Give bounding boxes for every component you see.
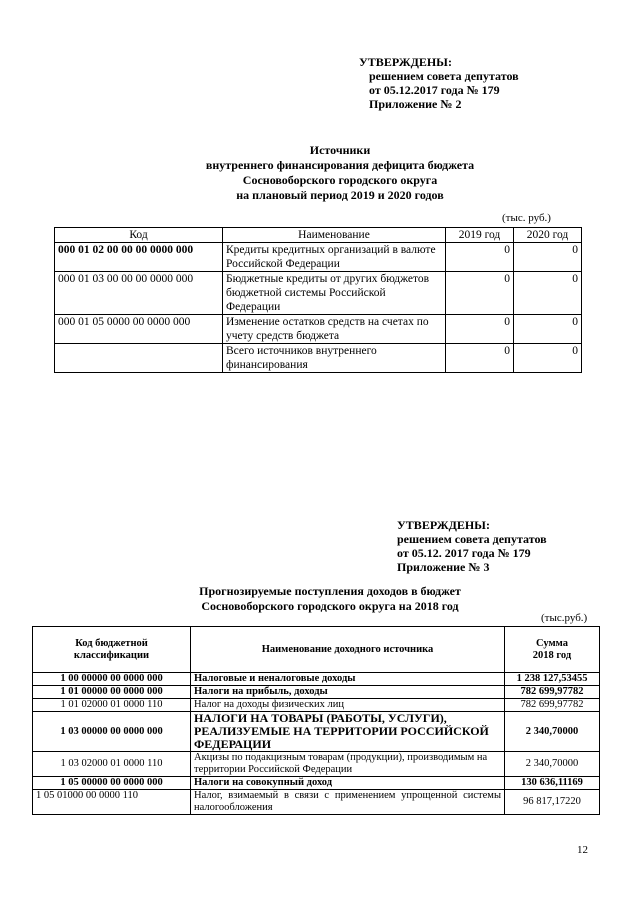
cell-code: 1 01 02000 01 0000 110	[33, 699, 191, 712]
approval-line: решением совета депутатов	[397, 532, 547, 546]
cell-name: Изменение остатков средств на счетах по учету средств бюджета	[223, 315, 446, 344]
cell-name: Кредиты кредитных организаций в валюте Российской Федерации	[223, 243, 446, 272]
cell-sum: 2 340,70000	[505, 752, 600, 777]
table-row-total	[55, 344, 582, 373]
table-row	[55, 243, 582, 272]
header-line: Код бюджетной	[75, 637, 148, 649]
table-row	[33, 699, 600, 712]
financing-sources-table	[54, 227, 582, 373]
table-row	[33, 712, 600, 752]
cell-code: 1 01 00000 00 0000 000	[33, 686, 191, 699]
cell-code: 000 01 03 00 00 00 0000 000	[55, 272, 223, 315]
cell-2019: 0	[446, 272, 514, 315]
unit-label: (тыс. руб.)	[502, 212, 551, 224]
cell-name: Всего источников внутреннего финансирования	[223, 344, 446, 373]
cell-name: Налог, взимаемый в связи с применением упрощенной системы налогообложения	[191, 790, 505, 815]
approval-line: решением совета депутатов	[369, 69, 519, 83]
approval-block-appendix-3	[397, 518, 547, 574]
cell-code: 1 03 02000 01 0000 110	[33, 752, 191, 777]
cell-2020: 0	[514, 272, 582, 315]
column-header-2019: 2019 год	[446, 228, 514, 243]
approval-line: от 05.12.2017 года № 179	[369, 83, 500, 97]
cell-name: Налоги на совокупный доход	[191, 777, 505, 790]
table-row	[33, 673, 600, 686]
table-row	[33, 777, 600, 790]
cell-code: 1 03 00000 00 0000 000	[33, 712, 191, 752]
column-header-2020: 2020 год	[514, 228, 582, 243]
header-line: Сумма	[536, 637, 568, 649]
cell-2020: 0	[514, 243, 582, 272]
column-header-sum	[505, 627, 600, 673]
cell-name: НАЛОГИ НА ТОВАРЫ (РАБОТЫ, УСЛУГИ), РЕАЛИЗУЕМЫЕ НА ТЕРРИТОРИИ РОССИЙСКОЙ ФЕДЕРАЦИИ	[191, 712, 505, 752]
column-header-code	[33, 627, 191, 673]
cell-name: Налоговые и неналоговые доходы	[191, 673, 505, 686]
approval-heading: УТВЕРЖДЕНЫ:	[359, 55, 452, 69]
page-number: 12	[577, 844, 588, 856]
table-row	[33, 752, 600, 777]
column-header-name: Наименование доходного источника	[191, 627, 505, 673]
cell-code: 000 01 05 0000 00 0000 000	[55, 315, 223, 344]
cell-2020: 0	[514, 315, 582, 344]
cell-name: Бюджетные кредиты от других бюджетов бюджетной системы Российской Федерации	[223, 272, 446, 315]
table-row	[55, 272, 582, 315]
header-line: классификации	[73, 649, 150, 661]
cell-2019: 0	[446, 344, 514, 373]
title-line: Сосновоборского городского округа	[242, 173, 438, 187]
title-line: внутреннего финансирования дефицита бюджета	[205, 158, 475, 172]
cell-2019: 0	[446, 243, 514, 272]
title-line: Сосновоборского городского округа на 2018 год	[201, 599, 459, 613]
cell-code: 1 00 00000 00 0000 000	[33, 673, 191, 686]
column-header-code: Код	[55, 228, 223, 243]
cell-sum: 782 699,97782	[505, 686, 600, 699]
approval-line: от 05.12. 2017 года № 179	[397, 546, 531, 560]
cell-code: 1 05 00000 00 0000 000	[33, 777, 191, 790]
approval-line: Приложение № 3	[397, 560, 490, 574]
income-forecast-table	[32, 626, 600, 815]
table-header-row	[55, 228, 582, 243]
cell-code	[55, 344, 223, 373]
title-line: Источники	[309, 143, 371, 157]
cell-sum: 782 699,97782	[505, 699, 600, 712]
cell-name: Акцизы по подакцизным товарам (продукции), производимым на территории Российской Федерации	[191, 752, 505, 777]
cell-sum: 1 238 127,53455	[505, 673, 600, 686]
approval-block-appendix-2	[359, 55, 519, 111]
cell-sum: 96 817,17220	[505, 790, 600, 815]
table-row	[55, 315, 582, 344]
appendix-3-title	[120, 584, 540, 614]
cell-sum: 130 636,11169	[505, 777, 600, 790]
cell-code: 1 05 01000 00 0000 110	[33, 790, 191, 815]
column-header-name: Наименование	[223, 228, 446, 243]
cell-2020: 0	[514, 344, 582, 373]
cell-name: Налог на доходы физических лиц	[191, 699, 505, 712]
approval-line: Приложение № 2	[369, 97, 462, 111]
header-line: 2018 год	[532, 649, 572, 661]
appendix-2-title	[120, 143, 560, 203]
title-line: на плановый период 2019 и 2020 годов	[236, 188, 444, 202]
table-row	[33, 790, 600, 815]
cell-sum: 2 340,70000	[505, 712, 600, 752]
cell-code: 000 01 02 00 00 00 0000 000	[55, 243, 223, 272]
cell-2019: 0	[446, 315, 514, 344]
title-line: Прогнозируемые поступления доходов в бюджет	[199, 584, 461, 598]
table-header-row	[33, 627, 600, 673]
cell-name: Налоги на прибыль, доходы	[191, 686, 505, 699]
unit-label: (тыс.руб.)	[541, 612, 588, 624]
approval-heading: УТВЕРЖДЕНЫ:	[397, 518, 490, 532]
table-row	[33, 686, 600, 699]
